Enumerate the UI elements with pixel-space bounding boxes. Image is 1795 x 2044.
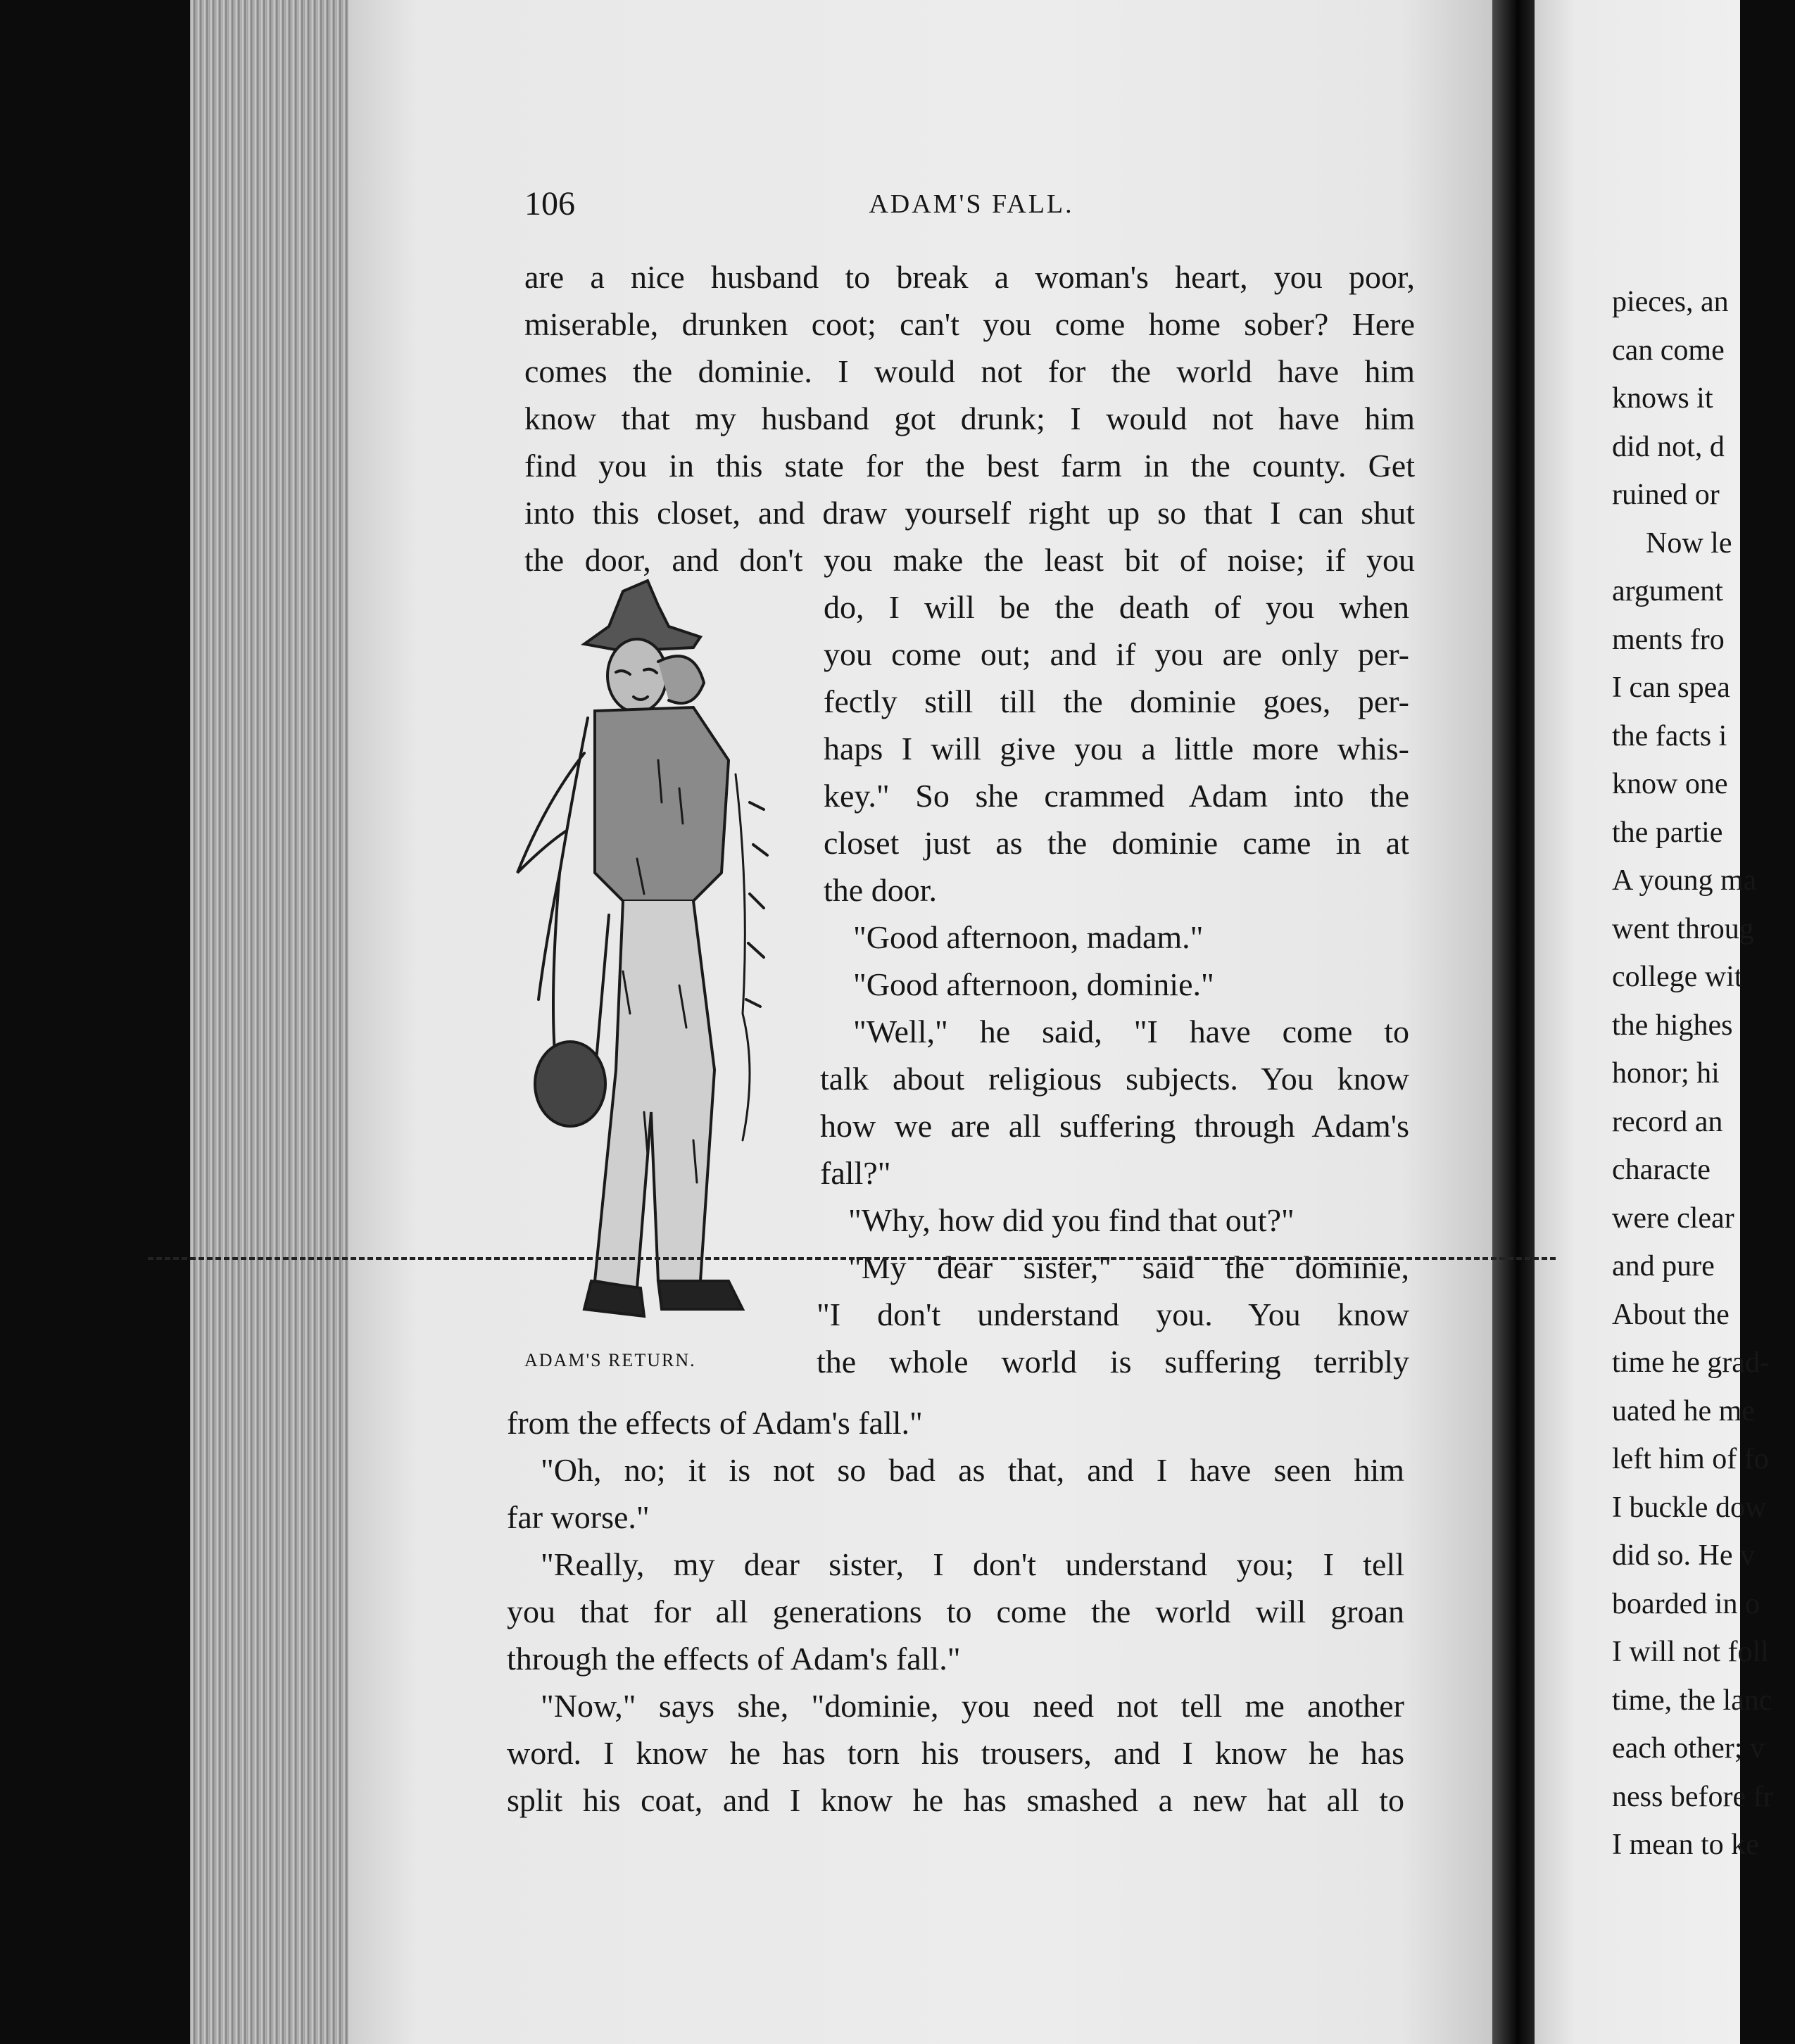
text-line: know that my husband got drunk; I would not have him xyxy=(524,400,1415,436)
page-edges xyxy=(190,0,352,2044)
page-number: 106 xyxy=(524,185,575,222)
right-line: each other; v xyxy=(1612,1732,1765,1765)
text-line: "Now," says she, "dominie, you need not tell me another xyxy=(541,1688,1404,1724)
text-line: the door, and don't you make the least bit of noise; if you xyxy=(524,542,1415,578)
right-line: were clear xyxy=(1612,1201,1734,1235)
text-line: "Well," he said, "I have come to xyxy=(853,1014,1409,1049)
adams-return-illustration xyxy=(517,577,799,1365)
text-line: "Why, how did you find that out?" xyxy=(848,1202,1295,1238)
right-line: college wit xyxy=(1612,961,1743,993)
right-line: I mean to ke xyxy=(1612,1829,1759,1861)
right-line: did not, d xyxy=(1612,430,1725,463)
right-line: uated he me xyxy=(1612,1394,1755,1427)
right-line: About the xyxy=(1612,1298,1730,1331)
right-page-column xyxy=(1612,278,1795,1869)
fold-line xyxy=(148,1257,1556,1260)
right-line: ruined or xyxy=(1612,479,1720,511)
text-line: find you in this state for the best farm in the county. Get xyxy=(524,448,1415,484)
book-gutter xyxy=(1492,0,1535,2044)
right-line: characte xyxy=(1612,1154,1711,1186)
running-head: ADAM'S FALL. xyxy=(869,189,1074,219)
text-line: the whole world is suffering terribly xyxy=(817,1344,1409,1380)
text-line: "My dear sister," said the dominie, xyxy=(848,1249,1409,1285)
text-line: word. I know he has torn his trousers, and I know he has xyxy=(507,1735,1404,1771)
right-line: pieces, an xyxy=(1612,286,1729,318)
right-line: the partie xyxy=(1612,816,1723,849)
right-line: I will not foll xyxy=(1612,1636,1769,1668)
text-line: from the effects of Adam's fall." xyxy=(507,1405,923,1441)
right-line: record an xyxy=(1612,1105,1723,1138)
right-line: the highes xyxy=(1612,1009,1733,1042)
text-line: fall?" xyxy=(820,1155,891,1191)
text-line: miserable, drunken coot; can't you come home sober? Here xyxy=(524,306,1415,342)
text-line: comes the dominie. I would not for the world have him xyxy=(524,353,1415,389)
right-line: time he grad- xyxy=(1612,1346,1770,1379)
text-line: key." So she crammed Adam into the xyxy=(824,778,1409,814)
text-line: you come out; and if you are only per- xyxy=(824,636,1409,672)
page-header xyxy=(524,184,1418,227)
text-line: through the effects of Adam's fall." xyxy=(507,1641,961,1677)
right-line: the facts i xyxy=(1612,719,1727,752)
text-line: "I don't understand you. You know xyxy=(817,1297,1409,1332)
text-line: "Oh, no; it is not so bad as that, and I have seen him xyxy=(541,1452,1404,1488)
right-line: went throug xyxy=(1612,912,1754,945)
text-line: haps I will give you a little more whis- xyxy=(824,731,1409,766)
right-line: A young ma xyxy=(1612,864,1757,897)
text-line: closet just as the dominie came in at xyxy=(824,825,1409,861)
right-line: knows it xyxy=(1612,382,1713,415)
right-line: argument xyxy=(1612,575,1723,607)
text-line: are a nice husband to break a woman's heart, you poor, xyxy=(524,259,1415,295)
right-line: left him of fo xyxy=(1612,1443,1769,1475)
right-line: boarded in o xyxy=(1612,1587,1760,1620)
text-line: into this closet, and draw yourself right up so that I can shut xyxy=(524,495,1415,531)
text-line: "Good afternoon, madam." xyxy=(853,919,1204,955)
right-line: Now le xyxy=(1646,526,1732,560)
right-line: know one xyxy=(1612,768,1728,800)
right-line: can come xyxy=(1612,334,1725,367)
text-line: talk about religious subjects. You know xyxy=(820,1061,1409,1097)
right-line: time, the lanc xyxy=(1612,1684,1772,1717)
right-line: did so. He v xyxy=(1612,1539,1755,1572)
illustration-caption: ADAM'S RETURN. xyxy=(524,1350,696,1370)
text-line: far worse." xyxy=(507,1499,650,1535)
right-line: I buckle dow xyxy=(1612,1491,1767,1524)
text-line: split his coat, and I know he has smashed a new hat all to xyxy=(507,1782,1404,1818)
right-line: and pure xyxy=(1612,1250,1715,1282)
right-line: honor; hi xyxy=(1612,1057,1720,1090)
right-line: ments fro xyxy=(1612,623,1725,656)
text-line: "Good afternoon, dominie." xyxy=(853,966,1214,1002)
right-line: ness before fr xyxy=(1612,1780,1773,1813)
text-line: do, I will be the death of you when xyxy=(824,589,1409,625)
text-line: fectly still till the dominie goes, per- xyxy=(824,683,1409,719)
text-line: the door. xyxy=(824,872,937,908)
right-line: I can spea xyxy=(1612,671,1730,704)
text-line: "Really, my dear sister, I don't understand you; I tell xyxy=(541,1546,1404,1582)
text-line: how we are all suffering through Adam's xyxy=(820,1108,1409,1144)
text-line: you that for all generations to come the world will groan xyxy=(507,1594,1404,1629)
